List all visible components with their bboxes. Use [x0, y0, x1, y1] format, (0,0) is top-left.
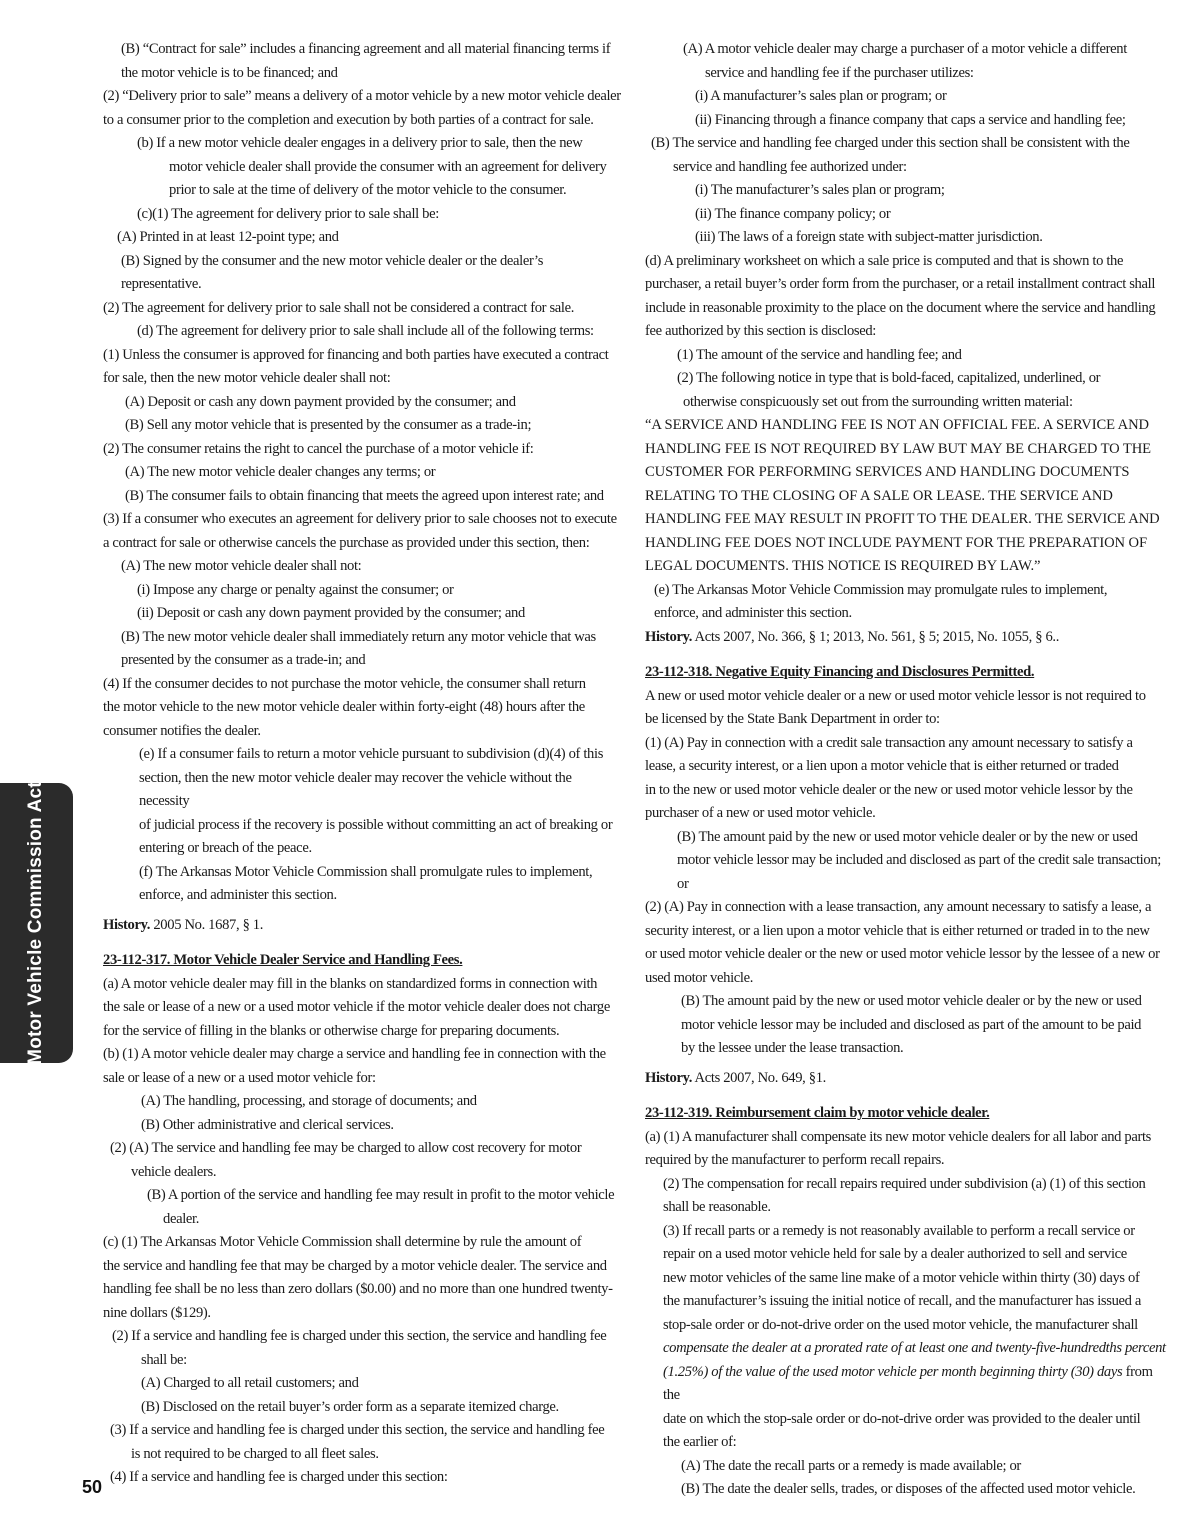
text-line: (e) The Arkansas Motor Vehicle Commission may promulgate rules to implement, — [654, 581, 1108, 598]
section-heading — [103, 949, 625, 973]
text-line: the sale or lease of a new or a used motor vehicle if the motor vehicle dealer does not charge — [103, 999, 610, 1015]
text-line: presented by the consumer as a trade-in; and — [121, 652, 366, 668]
text-line: (A) The new motor vehicle dealer changes any terms; or — [125, 464, 436, 480]
section-heading-text: 23-112-319. Reimbursement claim by motor vehicle dealer. — [645, 1105, 990, 1121]
text-line: (2) The following notice in type that is bold-faced, capitalized, underlined, or — [677, 370, 1101, 386]
text-line: (A) Charged to all retail customers; and — [141, 1375, 359, 1391]
text-line: (B) “Contract for sale” includes a financing agreement and all material financing terms if — [121, 41, 611, 57]
text-line: (4) If the consumer decides to not purchase the motor vehicle, the consumer shall return — [103, 675, 586, 692]
text-line: is not required to be charged to all fleet sales. — [131, 1445, 379, 1462]
text-line: (A) The handling, processing, and storage of documents; and — [141, 1093, 477, 1109]
text-line: (i) Impose any charge or penalty against the consumer; or — [137, 581, 454, 598]
history-note — [645, 1067, 1170, 1091]
text-line: stop-sale order or do-not-drive order on the used motor vehicle, the manufacturer shall — [663, 1316, 1138, 1333]
text-line: (B) The date the dealer sells, trades, or disposes of the affected used motor vehicle. — [681, 1481, 1136, 1497]
text-line: motor vehicle dealer shall provide the consumer with an agreement for delivery — [169, 158, 607, 175]
text-line: (B) Other administrative and clerical services. — [141, 1116, 394, 1133]
notice-line: HANDLING FEE DOES NOT INCLUDE PAYMENT FOR THE PREPARATION OF — [645, 534, 1147, 551]
history-note — [103, 914, 625, 938]
text-line: lease, a security interest, or a lien upon a motor vehicle that is either returned or traded — [645, 758, 1119, 774]
text-line: (4) If a service and handling fee is charged under this section: — [110, 1469, 448, 1485]
text-line: (B) A portion of the service and handling fee may result in profit to the motor vehicle — [147, 1187, 615, 1203]
text-line: (2) (A) The service and handling fee may be charged to allow cost recovery for motor — [110, 1140, 582, 1156]
section-heading — [645, 661, 1170, 685]
text-line: entering or breach of the peace. — [139, 840, 312, 856]
text-line: motor vehicle lessor may be included and disclosed as part of the credit sale transaction; or — [677, 852, 1161, 892]
text-line: (ii) The finance company policy; or — [695, 205, 891, 222]
text-line: a contract for sale or otherwise cancels the purchase as provided under this section, then: — [103, 534, 590, 551]
text-line: (B) Signed by the consumer and the new motor vehicle dealer or the dealer’s — [121, 252, 544, 269]
notice-line: HANDLING FEE IS NOT REQUIRED BY LAW BUT MAY BE CHARGED TO THE — [645, 440, 1151, 457]
text-line: (d) The agreement for delivery prior to sale shall include all of the following terms: — [137, 323, 594, 339]
text-line: purchaser of a new or used motor vehicle. — [645, 805, 876, 821]
text-line: (2) “Delivery prior to sale” means a delivery of a motor vehicle by a new motor vehicle dealer — [103, 88, 621, 104]
text-line: (a) A motor vehicle dealer may fill in the blanks on standardized forms in connection with — [103, 975, 598, 992]
text-line: in to the new or used motor vehicle dealer or the new or used motor vehicle lessor by the — [645, 781, 1133, 798]
text-line: (2) If a service and handling fee is charged under this section, the service and handling fee — [112, 1328, 607, 1344]
text-line: (iii) The laws of a foreign state with subject-matter jurisdiction. — [695, 229, 1043, 245]
text-line: (c) (1) The Arkansas Motor Vehicle Commission shall determine by rule the amount of — [103, 1234, 582, 1250]
text-line: date on which the stop-sale order or do-not-drive order was provided to the dealer until — [663, 1410, 1141, 1427]
text-line: (b) (1) A motor vehicle dealer may charge a service and handling fee in connection with the — [103, 1046, 606, 1062]
text-line: by the lessee under the lease transaction. — [681, 1040, 904, 1056]
text-line: new motor vehicles of the same line make of a motor vehicle within thirty (30) days of — [663, 1269, 1140, 1286]
history-text: 2005 No. 1687, § 1. — [150, 916, 264, 933]
text-line: (B) The new motor vehicle dealer shall immediately return any motor vehicle that was — [121, 628, 596, 645]
text-line: to a consumer prior to the completion and execution by both parties of a contract for sale. — [103, 111, 594, 128]
italic-text: compensate the dealer at a prorated rate of at least one and twenty-five-hundredths percent — [663, 1340, 1166, 1356]
text-line: or used motor vehicle dealer or the new or used motor vehicle lessor by the lessee of a new or — [645, 946, 1160, 962]
text-line: section, then the new motor vehicle dealer may recover the vehicle without the necessity — [139, 769, 572, 809]
text-line: the manufacturer’s issuing the initial notice of recall, and the manufacturer has issued a — [663, 1293, 1142, 1309]
text-line: (i) A manufacturer’s sales plan or program; or — [695, 88, 947, 104]
text-line: motor vehicle lessor may be included and disclosed as part of the amount to be paid — [681, 1016, 1142, 1033]
text-line: (A) Deposit or cash any down payment provided by the consumer; and — [125, 393, 516, 410]
section-heading — [645, 1102, 1170, 1126]
text-line: shall be reasonable. — [663, 1199, 771, 1215]
text-line: enforce, and administer this section. — [654, 605, 852, 621]
text-line: (A) A motor vehicle dealer may charge a purchaser of a motor vehicle a different — [683, 41, 1127, 57]
text-line: (a) (1) A manufacturer shall compensate its new motor vehicle dealers for all labor and parts — [645, 1128, 1152, 1145]
text-line: the service and handling fee that may be charged by a motor vehicle dealer. The service and — [103, 1257, 607, 1274]
text-line: (3) If a service and handling fee is charged under this section, the service and handling fee — [110, 1422, 605, 1438]
text-line: (A) The new motor vehicle dealer shall not: — [121, 558, 362, 574]
text-line: nine dollars ($129). — [103, 1304, 211, 1321]
text-line: (ii) Financing through a finance company that caps a service and handling fee; — [695, 111, 1126, 128]
text-line: (1) Unless the consumer is approved for financing and both parties have executed a contract — [103, 346, 609, 363]
text-line: (b) If a new motor vehicle dealer engages in a delivery prior to sale, then the new — [137, 135, 583, 151]
text-line: used motor vehicle. — [645, 969, 754, 986]
history-label: History. — [645, 628, 693, 645]
text-line: A new or used motor vehicle dealer or a new or used motor vehicle lessor is not required to — [645, 687, 1146, 704]
text-line: (f) The Arkansas Motor Vehicle Commission shall promulgate rules to implement, — [139, 863, 593, 880]
text-line: (3) If recall parts or a remedy is not reasonably available to perform a recall service or — [663, 1222, 1135, 1239]
text-line: service and handling fee if the purchaser utilizes: — [705, 64, 974, 81]
text-line: for the service of filling in the blanks or otherwise charge for preparing documents. — [103, 1022, 560, 1039]
notice-line: HANDLING FEE MAY RESULT IN PROFIT TO THE DEALER. THE SERVICE AND — [645, 511, 1160, 527]
text-line: (B) Sell any motor vehicle that is presented by the consumer as a trade-in; — [125, 417, 532, 433]
text-line: representative. — [121, 276, 202, 292]
text-line: (B) The amount paid by the new or used motor vehicle dealer or by the new or used — [677, 828, 1138, 845]
text-line: the motor vehicle is to be financed; and — [121, 64, 338, 81]
text-line: (e) If a consumer fails to return a motor vehicle pursuant to subdivision (d)(4) of this — [139, 746, 604, 762]
text-line: vehicle dealers. — [131, 1163, 217, 1180]
right-column — [645, 38, 1170, 1502]
history-text: Acts 2007, No. 366, § 1; 2013, No. 561, § 5; 2015, No. 1055, § 6.. — [692, 628, 1059, 645]
text-line: (d) A preliminary worksheet on which a sale price is computed and that is shown to the — [645, 252, 1124, 269]
text-line: of judicial process if the recovery is possible without committing an act of breaking or — [139, 816, 613, 833]
text-line: sale or lease of a new or a used motor vehicle for: — [103, 1069, 376, 1086]
text-line: (1) (A) Pay in connection with a credit sale transaction any amount necessary to satisfy a — [645, 734, 1133, 751]
text-line: include in reasonable proximity to the place on the document where the service and handling — [645, 299, 1156, 316]
history-label: History. — [103, 916, 151, 933]
text-line: (1) The amount of the service and handling fee; and — [677, 346, 962, 363]
notice-line: LEGAL DOCUMENTS. THIS NOTICE IS REQUIRED BY LAW.” — [645, 558, 1041, 574]
text-line: (2) (A) Pay in connection with a lease transaction, any amount necessary to satisfy a lease, a — [645, 899, 1152, 915]
text-line: (B) The service and handling fee charged under this section shall be consistent with the — [651, 135, 1130, 151]
text-line: repair on a used motor vehicle held for sale by a dealer authorized to sell and service — [663, 1246, 1127, 1262]
section-heading-text: 23-112-318. Negative Equity Financing and Disclosures Permitted. — [645, 664, 1035, 680]
text-line: (2) The consumer retains the right to cancel the purchase of a motor vehicle if: — [103, 440, 534, 457]
text-line: otherwise conspicuously set out from the surrounding written material: — [683, 393, 1073, 410]
text-line: (A) Printed in at least 12-point type; and — [117, 229, 339, 245]
text-line: prior to sale at the time of delivery of the motor vehicle to the consumer. — [169, 182, 567, 198]
text-line: (c)(1) The agreement for delivery prior to sale shall be: — [137, 205, 439, 222]
text-line: (3) If a consumer who executes an agreement for delivery prior to sale chooses not to execute — [103, 511, 617, 527]
text-line: handling fee shall be no less than zero dollars ($0.00) and no more than one hundred twenty- — [103, 1281, 613, 1297]
text-line: purchaser, a retail buyer’s order form from the purchaser, or a retail installment contract shall — [645, 276, 1156, 292]
text-line: (A) The date the recall parts or a remedy is made available; or — [681, 1457, 1021, 1474]
left-column — [103, 38, 625, 1490]
history-note — [645, 626, 1170, 650]
text-line: (i) The manufacturer’s sales plan or program; — [695, 182, 945, 198]
text-line — [645, 1337, 1170, 1361]
text-line: shall be: — [141, 1351, 187, 1368]
text-line: (2) The agreement for delivery prior to sale shall not be considered a contract for sale. — [103, 299, 575, 316]
text-line: be licensed by the State Bank Department in order to: — [645, 711, 940, 727]
italic-text: (1.25%) of the value of the used motor vehicle per month beginning thirty (30) days — [663, 1363, 1123, 1380]
text-line: (2) The compensation for recall repairs required under subdivision (a) (1) of this section — [663, 1175, 1146, 1192]
text-line: service and handling fee authorized under: — [673, 158, 907, 175]
text-line: fee authorized by this section is disclosed: — [645, 323, 877, 339]
text-run: from the — [663, 1363, 1153, 1403]
page-number: 50 — [82, 1477, 103, 1497]
section-heading-text: 23-112-317. Motor Vehicle Dealer Service and Handling Fees. — [103, 952, 463, 968]
side-tab-label: Motor Vehicle Commission Act — [25, 781, 46, 1065]
notice-line: “A SERVICE AND HANDLING FEE IS NOT AN OFFICIAL FEE. A SERVICE AND — [645, 417, 1149, 433]
text-line: (ii) Deposit or cash any down payment provided by the consumer; and — [137, 605, 525, 621]
text-line — [645, 1361, 1170, 1408]
text-line: required by the manufacturer to perform recall repairs. — [645, 1152, 945, 1168]
text-line: the motor vehicle to the new motor vehicle dealer within forty-eight (48) hours after the — [103, 699, 585, 715]
notice-line: CUSTOMER FOR PERFORMING SERVICES AND HANDLING DOCUMENTS — [645, 464, 1130, 480]
text-line: (B) Disclosed on the retail buyer’s order form as a separate itemized charge. — [141, 1398, 559, 1415]
text-line: the earlier of: — [663, 1434, 737, 1450]
text-line: (B) The consumer fails to obtain financing that meets the agreed upon interest rate; and — [125, 487, 604, 504]
history-text: Acts 2007, No. 649, §1. — [692, 1069, 826, 1086]
text-line: consumer notifies the dealer. — [103, 722, 261, 739]
text-line: security interest, or a lien upon a motor vehicle that is either returned or traded in to the new — [645, 922, 1150, 939]
text-line: enforce, and administer this section. — [139, 887, 337, 903]
text-line: dealer. — [163, 1210, 200, 1227]
history-label: History. — [645, 1069, 693, 1086]
notice-line: RELATING TO THE CLOSING OF A SALE OR LEASE. THE SERVICE AND — [645, 487, 1113, 504]
text-line: for sale, then the new motor vehicle dealer shall not: — [103, 370, 391, 386]
text-line: (B) The amount paid by the new or used motor vehicle dealer or by the new or used — [681, 993, 1142, 1009]
